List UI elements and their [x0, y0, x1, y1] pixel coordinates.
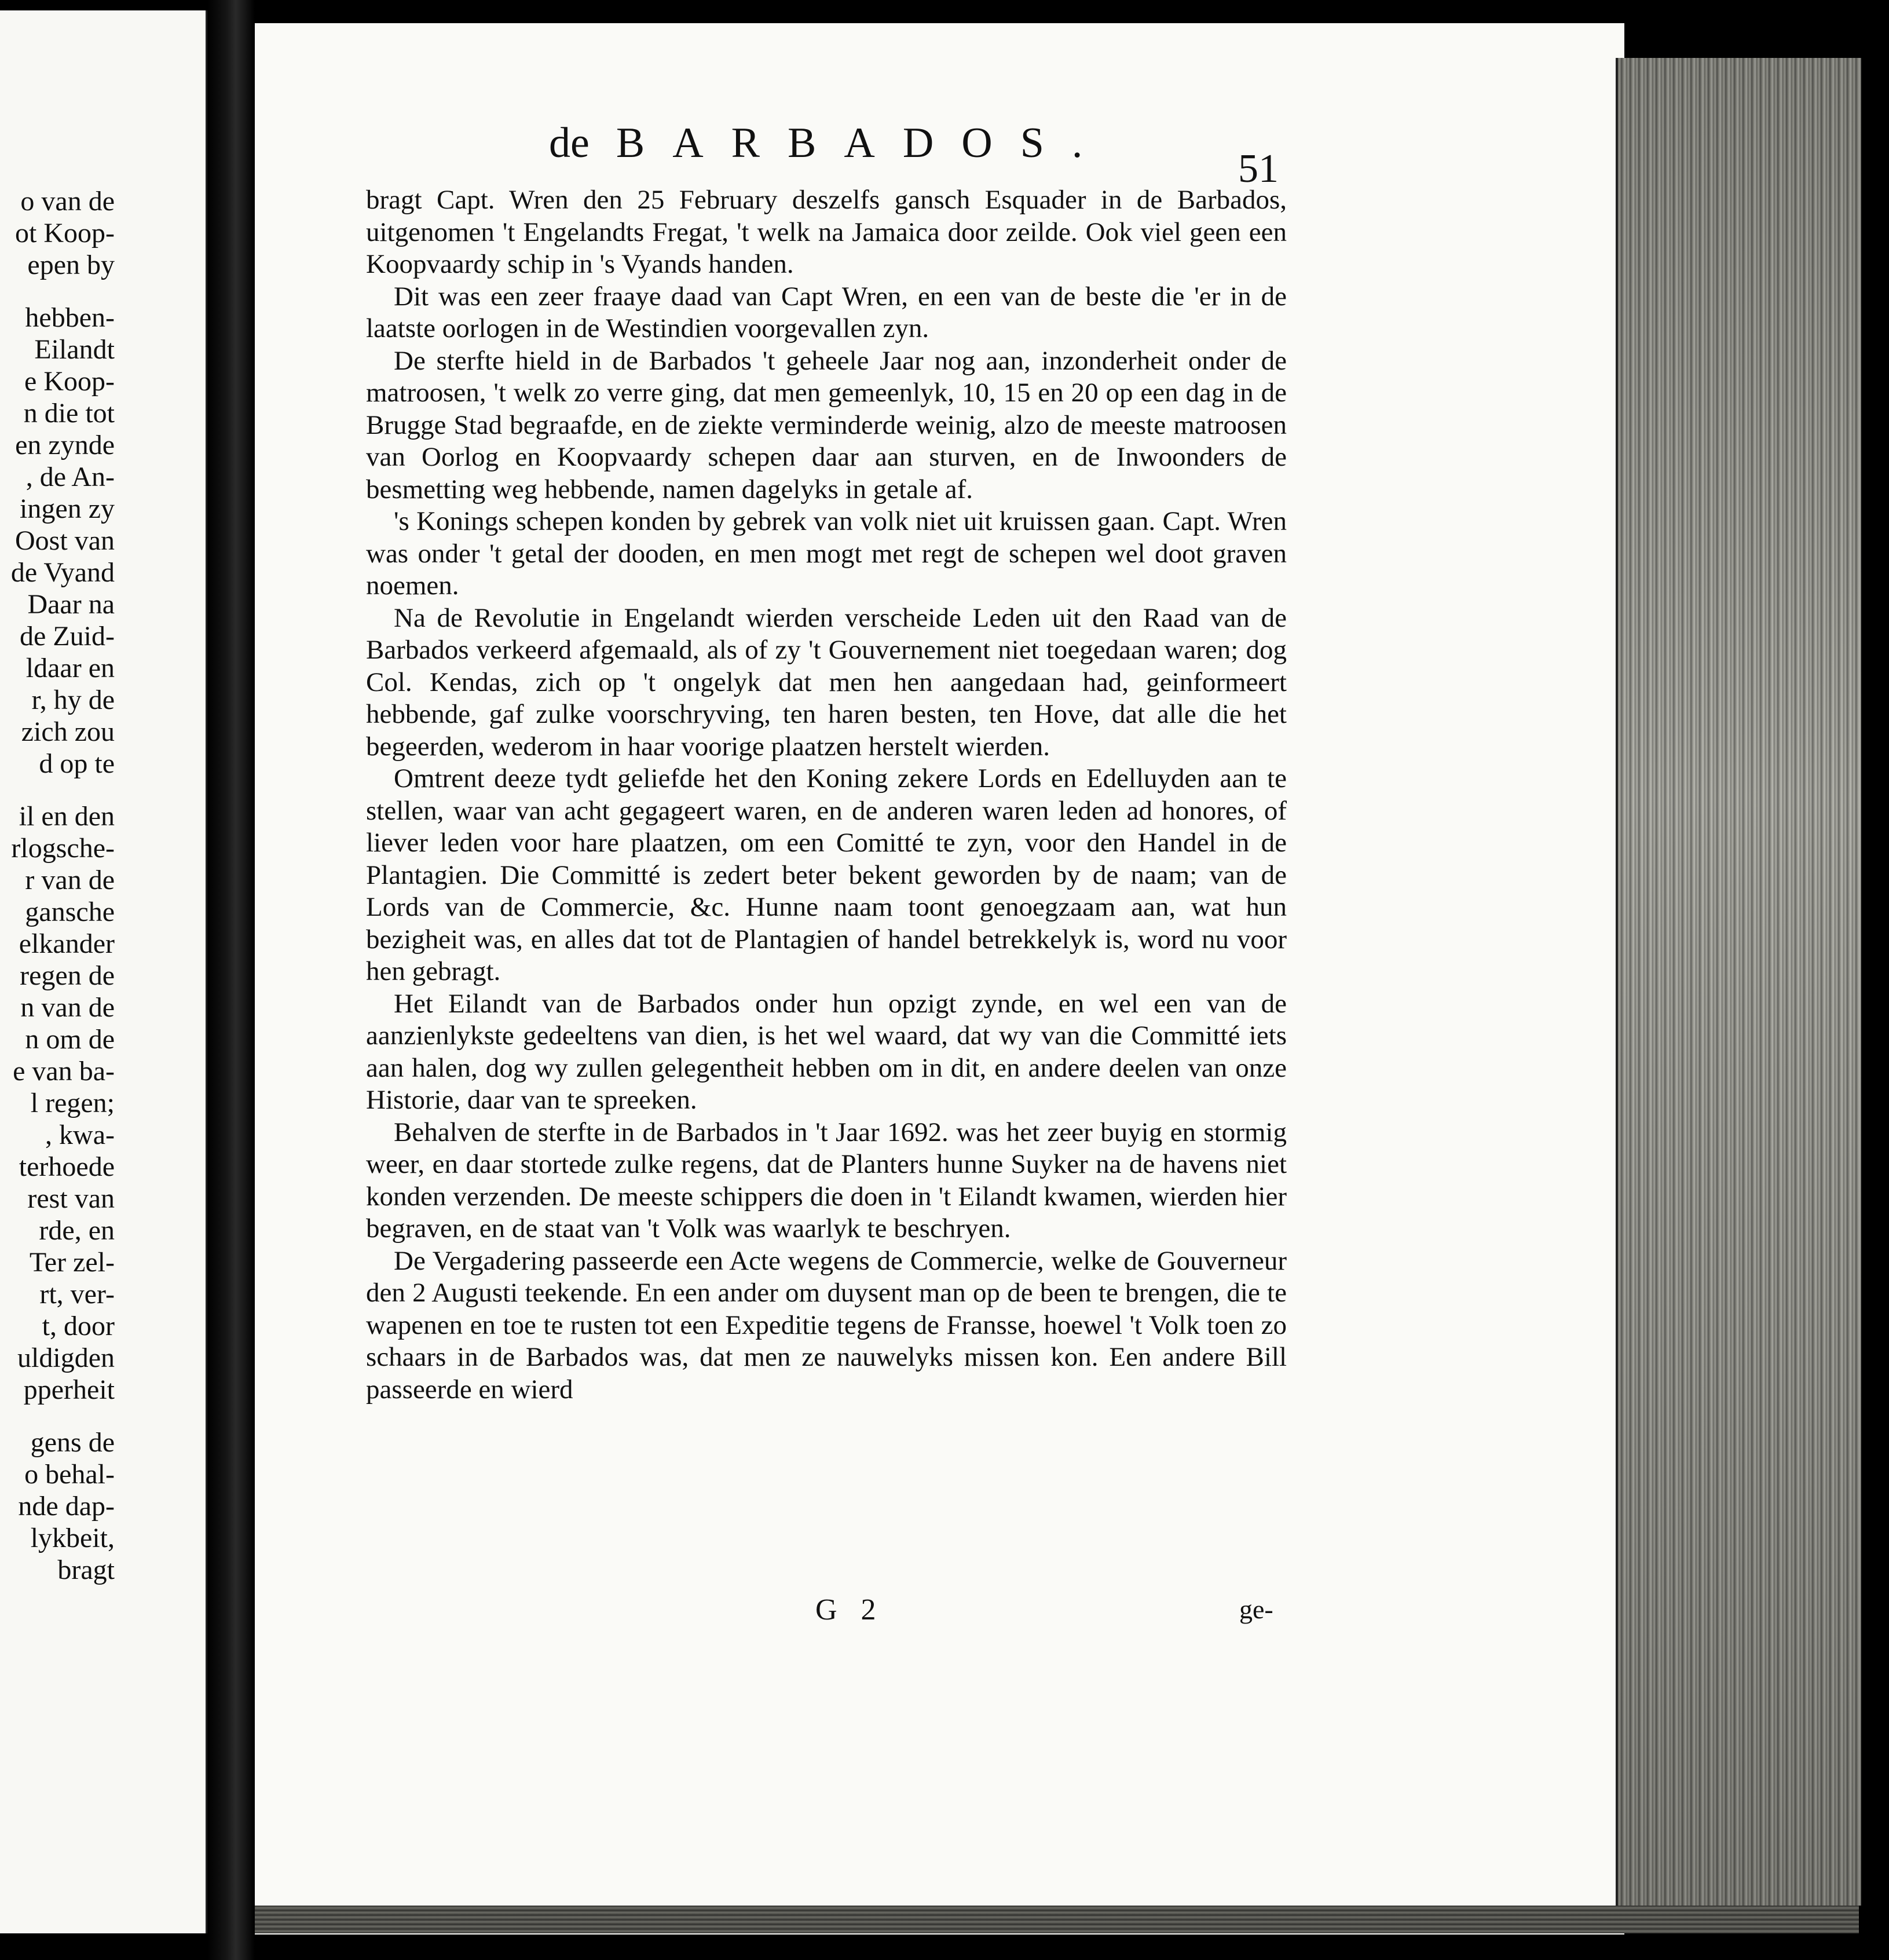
left-page-line: epen by	[27, 250, 115, 280]
left-page-line: Eilandt	[34, 334, 115, 365]
fore-edge	[1616, 58, 1861, 1906]
left-page-line: elkander	[19, 928, 115, 959]
left-page-line: uldigden	[17, 1343, 115, 1373]
left-page-line: o van de	[20, 186, 115, 217]
left-page-line: t, door	[42, 1311, 115, 1341]
paragraph: Het Eilandt van de Barbados onder hun opzigt zynde, en wel een van de aanzienlykste gedeeltens van dien, is het wel waard, dat wy van die Committé iets aan halen, dog wy zullen gelegentheit hebben om in dit, en andere deelen van onze Historie, daar van te spreeken.	[366, 988, 1287, 1115]
left-page-line: e van ba-	[13, 1056, 115, 1087]
left-facing-page	[0, 10, 207, 1933]
left-page-line: ingen zy	[20, 493, 115, 524]
left-page-line: de Zuid-	[20, 621, 115, 652]
catchword: ge-	[1239, 1595, 1273, 1624]
left-page-line: rlogsche-	[11, 833, 115, 864]
left-page-line: o behal-	[24, 1459, 115, 1490]
left-page-line: rt, ver-	[39, 1279, 115, 1310]
left-page-line: e Koop-	[24, 366, 115, 397]
left-page-line: rest van	[27, 1183, 115, 1214]
paragraph: bragt Capt. Wren den 25 February deszelfs gansch Esquader in de Barbados, uitgenomen 't Engelandts Fregat, 't welk na Jamaica door zeilde. Ook viel geen een Koopvaardy schip in 's Vyands handen.	[366, 185, 1287, 279]
left-page-line: , kwa-	[45, 1120, 115, 1150]
running-head	[549, 119, 1151, 171]
left-page-line: bragt	[57, 1555, 115, 1585]
paragraph: Omtrent deeze tydt geliefde het den Koning zekere Lords en Edelluyden aan te stellen, waar van acht gegageert waren, en de anderen waren leden ad honores, of liever leden voor hare plaatzen, om een Comitté te zyn, voor den Handel in de Plantagien. Die Committé is zedert beter bekent geworden by de naam; van de Lords van de Commercie, &c. Hunne naam toont genoegzaam aan, wat hun bezigheit was, en alles dat tot de Plantagien of handel betrekkelyk is, word nu voor hen gebragt.	[366, 763, 1287, 986]
paragraph: Behalven de sterfte in de Barbados in 't Jaar 1692. was het zeer buyig en stormig weer, en daar stortede zulke regens, dat de Planters hunne Suyker na de havens niet konden verzenden. De meeste schippers die doen in 't Eilandt kwamen, wierden hier begraven, en de staat van 't Volk was waarlyk te beschryen.	[366, 1117, 1287, 1244]
left-page-line: Ter zel-	[29, 1247, 115, 1278]
left-page-line: zich zou	[21, 716, 115, 747]
left-page-line: n van de	[20, 992, 115, 1023]
bottom-edge	[255, 1906, 1859, 1933]
running-head-prefix: de	[549, 119, 590, 167]
left-page-text-column	[0, 185, 115, 1586]
left-page-line: r, hy de	[31, 685, 115, 715]
left-page-line: nde dap-	[18, 1491, 115, 1522]
line-gap	[0, 1406, 115, 1427]
paragraph: Na de Revolutie in Engelandt wierden verscheide Leden uit den Raad van de Barbados verkeerd afgemaald, als of zy 't Gouvernement niet toegedaan waren; dog Col. Kendas, zich op 't ongelyk dat men hen aangedaan had, geinformeert hebbende, gaf zulke voorschryving, ten haren besten, ten Hove, dat alle die het begeerden, wederom in haar voorige plaatzen herstelt wierden.	[366, 602, 1287, 762]
left-page-line: l regen;	[30, 1088, 115, 1118]
paragraph: Dit was een zeer fraaye daad van Capt Wren, en een van de beste die 'er in de laatste oorlogen in de Westindien voorgevallen zyn.	[366, 281, 1287, 343]
line-gap	[0, 281, 115, 302]
left-page-line: Daar na	[27, 589, 115, 620]
left-page-line: n om de	[25, 1024, 115, 1055]
left-page-line: rde, en	[39, 1215, 115, 1246]
left-page-line: hebben-	[25, 302, 115, 333]
left-page-line: n die tot	[23, 398, 115, 429]
paragraph: De Vergadering passeerde een Acte wegens de Commercie, welke de Gouverneur den 2 Augusti teekende. En een ander om duysent man op de been te brengen, die te wapenen en toe te rusten tot een Expeditie tegens de Fransse, hoewel 't Volk toen zo schaars in de Barbados was, dat men ze nauwelyks missen kon. Een andere Bill passeerde en wierd	[366, 1245, 1287, 1405]
left-page-line: en zynde	[15, 430, 115, 460]
left-page-line: gens de	[30, 1427, 115, 1458]
left-page-line: de Vyand	[10, 557, 115, 588]
left-page-line: pperheit	[23, 1374, 115, 1405]
left-page-line: regen de	[20, 960, 115, 991]
left-page-line: ldaar en	[25, 653, 115, 683]
paragraph: De sterfte hield in de Barbados 't geheele Jaar nog aan, inzonderheit onder de matroosen, 't welk zo verre ging, dat men gemeenlyk, 10, 15 en 20 op een dag in de Brugge Stad begraafde, en de ziekte verminderde weinig, alzo de meeste matroosen van Oorlog en Koopvaardy schepen daar aan sturven, en de Inwoonders de besmetting weg hebbende, namen dagelyks in getale af.	[366, 345, 1287, 504]
left-page-line: Oost van	[15, 525, 115, 556]
left-page-line: il en den	[19, 801, 115, 832]
running-head-title: BARBADOS.	[616, 119, 1111, 167]
left-page-line: r van de	[25, 865, 115, 895]
left-page-line: d op te	[39, 748, 115, 779]
signature-mark: G 2	[815, 1593, 884, 1626]
left-page-line: lykbeit,	[30, 1523, 115, 1553]
body-text	[366, 184, 1287, 1406]
page-number: 51	[1238, 147, 1279, 191]
book-gutter	[207, 0, 255, 1960]
left-page-line: terhoede	[19, 1151, 115, 1182]
left-page-line: ot Koop-	[15, 218, 115, 248]
line-gap	[0, 780, 115, 800]
left-page-line: , de An-	[25, 462, 115, 492]
left-page-line: gansche	[25, 897, 115, 927]
paragraph: 's Konings schepen konden by gebrek van volk niet uit kruissen gaan. Capt. Wren was onder 't getal der dooden, en men mogt met regt de schepen wel doot graven noemen.	[366, 506, 1287, 601]
